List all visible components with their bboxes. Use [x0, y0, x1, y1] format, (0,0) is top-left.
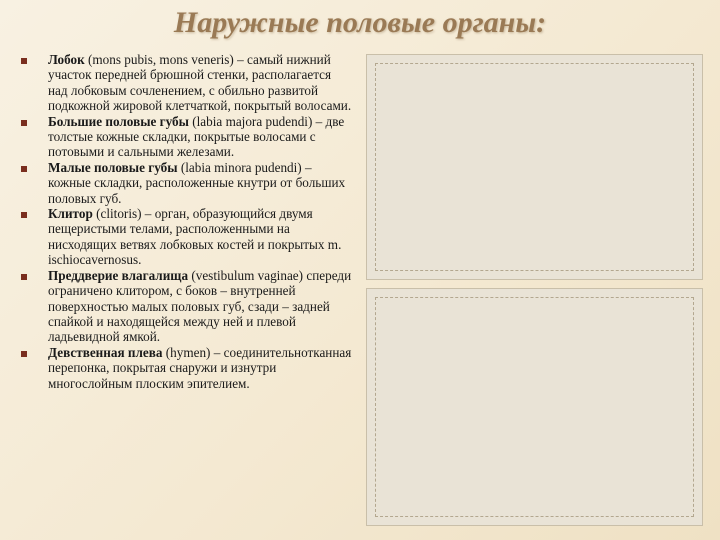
item-text: (labia minora pudendi) – кожные складки, расположенные кнутри от больших половых губ. [48, 159, 346, 206]
list-item [18, 268, 353, 345]
item-term: Преддверие влагалища [48, 267, 189, 283]
item-text: (labia majora pudendi) – две толстые кожные складки, покрытые волосами с потовыми и сальными железами. [48, 113, 345, 160]
list-item [18, 345, 353, 391]
item-term: Клитор [48, 206, 93, 222]
list-item [18, 160, 353, 206]
item-text: (hymen) – соединительнотканная перепонка, покрытая снаружи и изнутри многослойным плоским эпителием. [48, 344, 352, 391]
definition-list [18, 52, 353, 391]
image-placeholder [375, 63, 694, 271]
item-text: (mons pubis, mons veneris) – самый нижний участок передней брюшной стенки, располагается над лобковым сочленением, с обильно развитой подкожной жировой клетчаткой, покрытый волосами. [48, 52, 352, 114]
item-term: Малые половые губы [48, 159, 178, 175]
image-placeholder [375, 297, 694, 517]
item-term: Большие половые губы [48, 113, 189, 129]
bullet-square-icon [21, 274, 27, 280]
image-panel-bottom [366, 288, 703, 526]
list-item [18, 206, 353, 268]
image-panel-top [366, 54, 703, 280]
list-item [18, 52, 353, 114]
bullet-square-icon [21, 212, 27, 218]
list-item [18, 114, 353, 160]
bullet-square-icon [21, 166, 27, 172]
item-term: Девственная плева [48, 344, 163, 360]
slide-title: Наружные половые органы: [173, 6, 547, 39]
bullet-square-icon [21, 58, 27, 64]
bullet-square-icon [21, 120, 27, 126]
item-text: (clitoris) – орган, образующийся двумя пещеристыми телами, расположенными на нисходящих ветвях лобковых костей и покрытых m. ischiocavernosus. [48, 206, 342, 268]
item-text: (vestibulum vaginae) спереди ограничено клитором, с боков – внутренней поверхностью малых половых губ, сзади – задней спайкой и находящейся между ней и плевой ладьевидной ямкой. [48, 267, 352, 345]
bullet-square-icon [21, 351, 27, 357]
item-term: Лобок [48, 52, 85, 67]
